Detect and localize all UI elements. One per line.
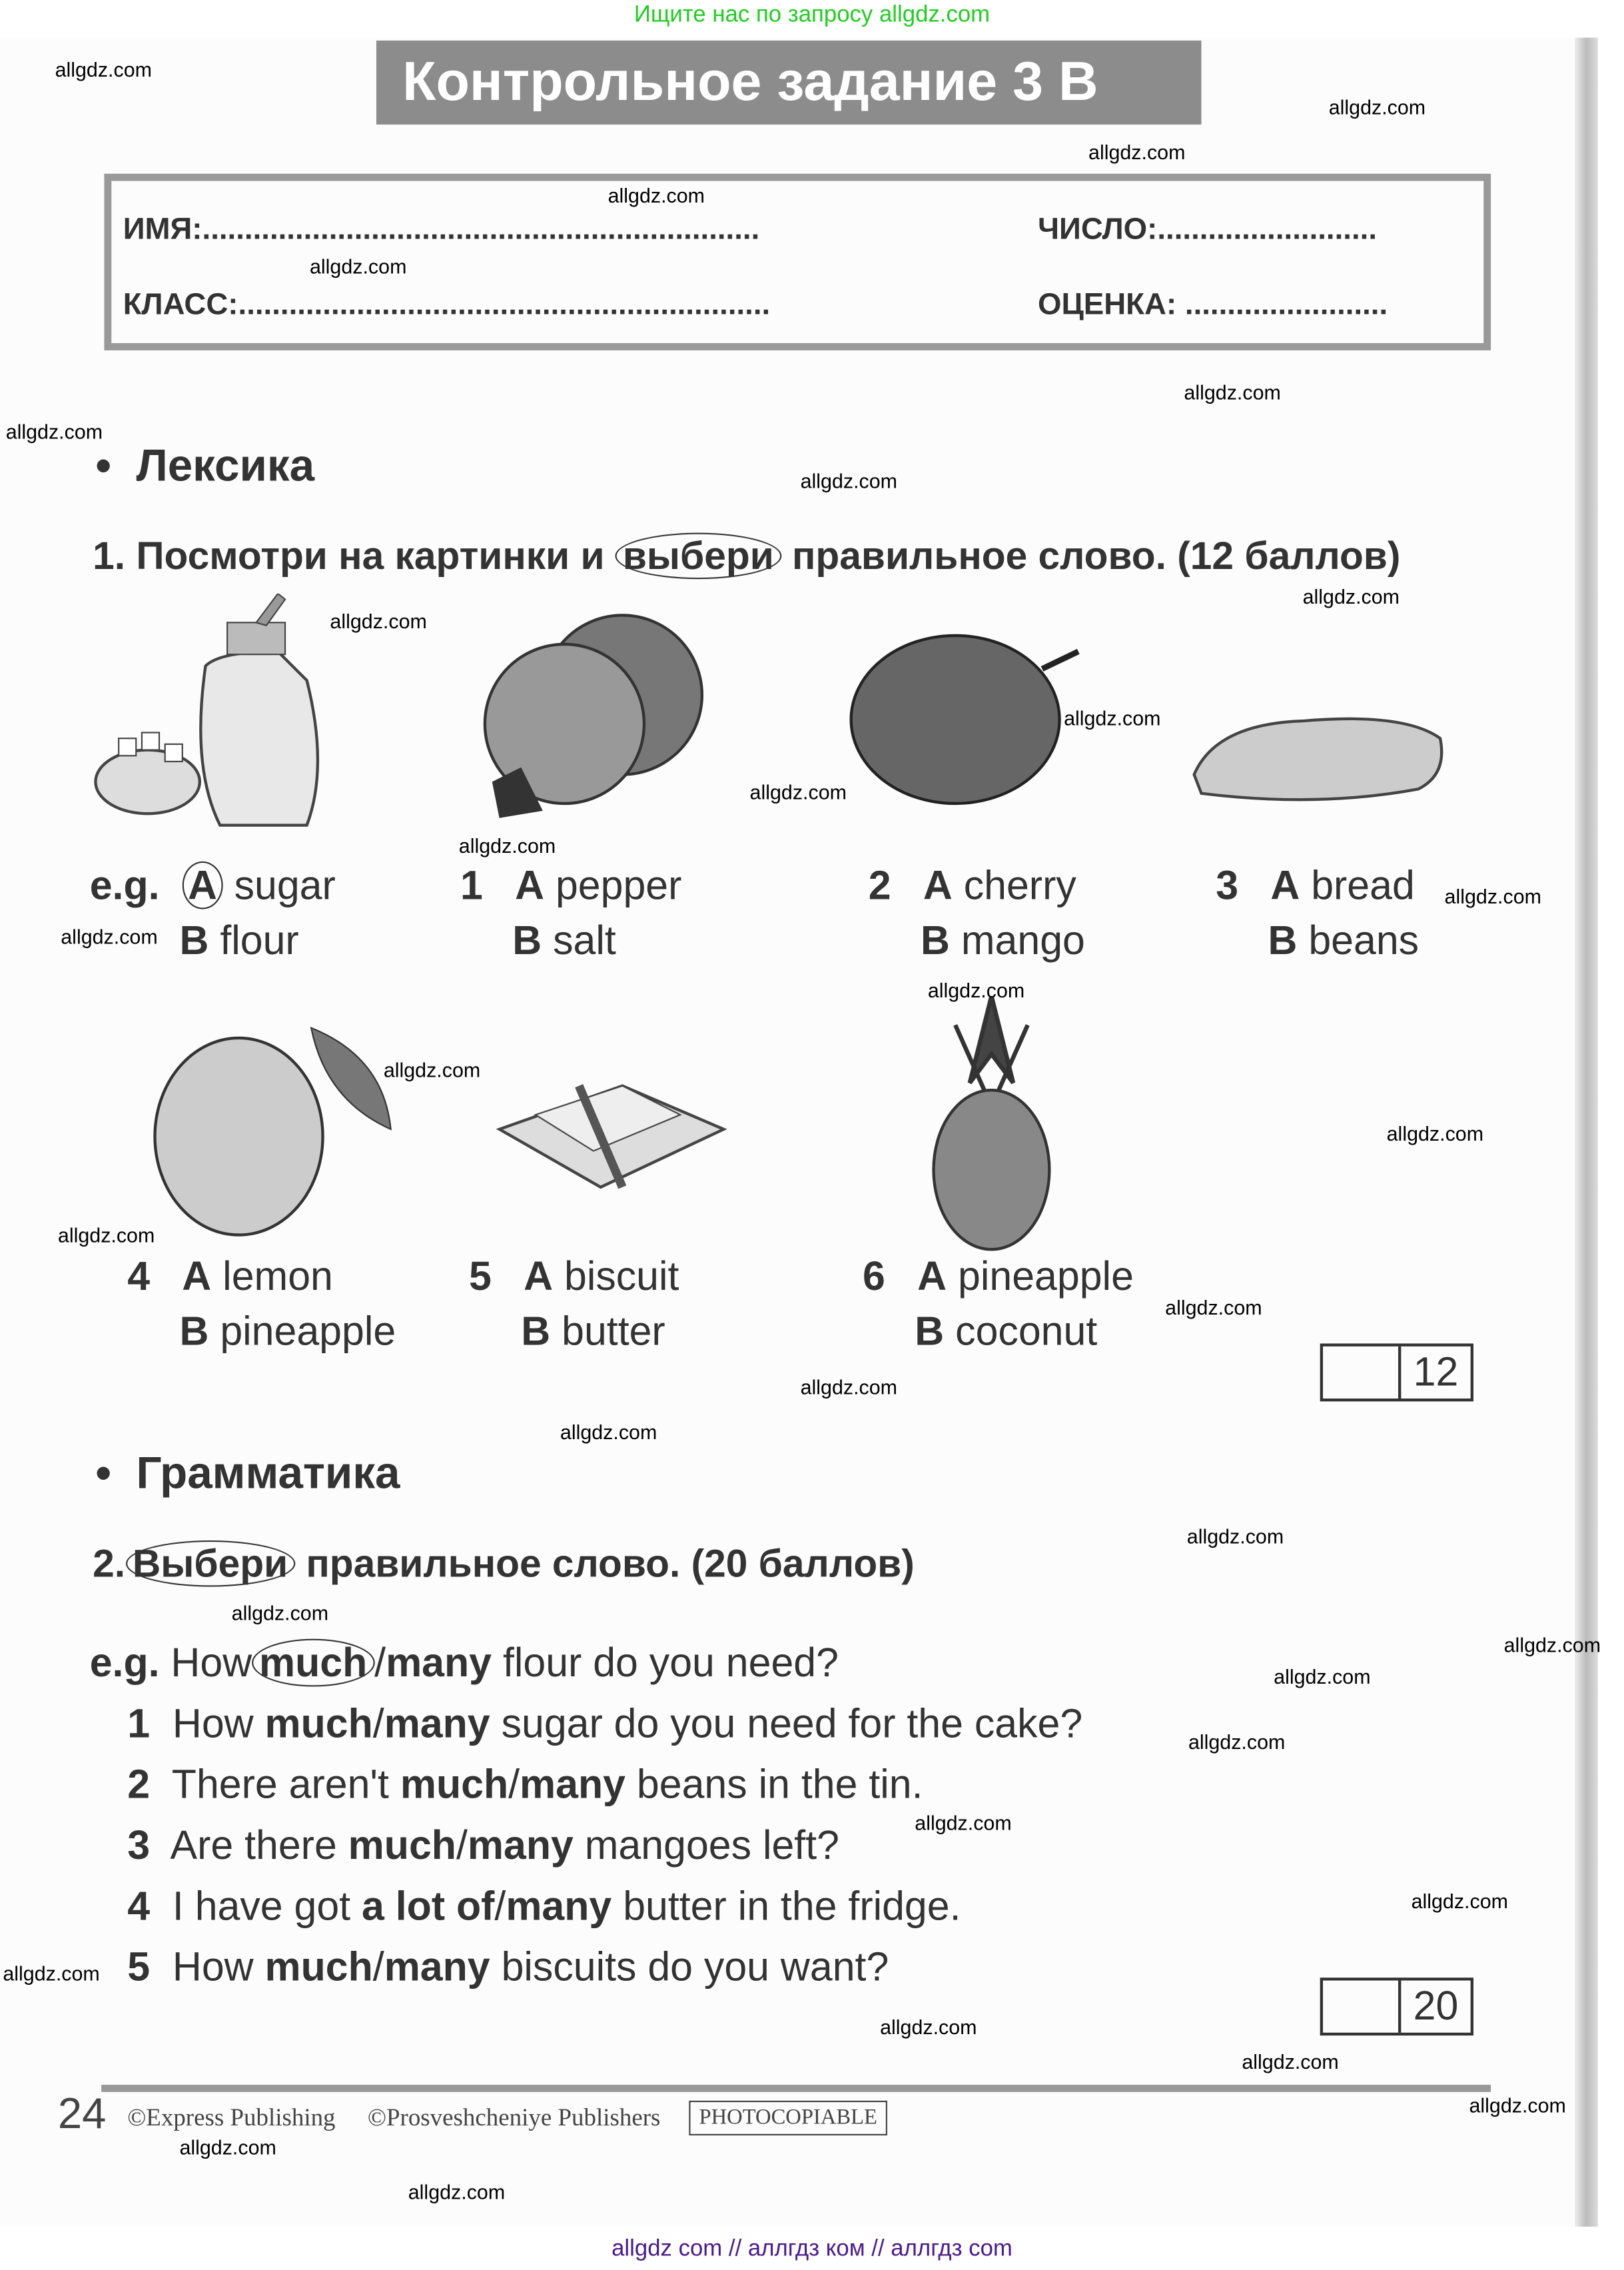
watermark: allgdz.com bbox=[1411, 1889, 1508, 1913]
grammar-item: 5 How much/many biscuits do you want? bbox=[127, 1944, 889, 1989]
option-1[interactable]: much bbox=[264, 1944, 373, 1989]
date-dots: .......................... bbox=[1157, 213, 1378, 247]
text: Are there bbox=[170, 1822, 337, 1868]
vocab-item bbox=[1216, 863, 1419, 964]
option-1[interactable]: much bbox=[264, 1701, 373, 1746]
option-b[interactable]: coconut bbox=[955, 1309, 1098, 1354]
watermark: allgdz.com bbox=[927, 978, 1025, 1002]
pineapple-picture bbox=[927, 996, 1057, 1257]
option-a-letter[interactable]: A bbox=[1270, 863, 1300, 908]
text: beans in the tin. bbox=[636, 1762, 923, 1807]
bullet: • bbox=[95, 1447, 112, 1498]
item-number: e.g. bbox=[89, 863, 160, 908]
score-box-task-1 bbox=[1320, 1343, 1473, 1401]
watermark: allgdz.com bbox=[179, 2135, 276, 2159]
grade-field[interactable] bbox=[1038, 288, 1388, 322]
watermark: allgdz.com bbox=[1444, 884, 1541, 908]
watermark: allgdz.com bbox=[1088, 140, 1186, 164]
lemon-picture bbox=[152, 1013, 398, 1245]
option-2[interactable]: many bbox=[384, 1701, 490, 1746]
option-2[interactable]: many bbox=[467, 1822, 574, 1868]
max-score: 12 bbox=[1413, 1349, 1459, 1395]
watermark: allgdz.com bbox=[1302, 584, 1400, 608]
watermark: allgdz.com bbox=[1328, 95, 1426, 119]
class-field[interactable] bbox=[123, 288, 771, 322]
watermark: allgdz.com bbox=[1184, 380, 1281, 404]
option-a[interactable]: sugar bbox=[234, 863, 336, 908]
score-blank[interactable] bbox=[1323, 1347, 1401, 1399]
text: flour do you need? bbox=[502, 1640, 839, 1686]
item-number: 5 bbox=[127, 1944, 151, 1989]
item-number: 6 bbox=[863, 1253, 885, 1299]
date-field[interactable] bbox=[1038, 213, 1377, 247]
watermark: allgdz.com bbox=[1386, 1121, 1484, 1145]
option-a[interactable]: lemon bbox=[222, 1253, 333, 1299]
item-number: 2 bbox=[127, 1762, 151, 1807]
option-a[interactable]: biscuit bbox=[564, 1253, 679, 1299]
watermark: allgdz.com bbox=[1165, 1295, 1262, 1319]
watermark: allgdz.com bbox=[57, 1223, 155, 1247]
watermark: allgdz.com bbox=[880, 2015, 977, 2039]
grade-label: ОЦЕНКА: bbox=[1037, 288, 1177, 322]
option-b[interactable]: salt bbox=[553, 917, 616, 963]
class-dots: ............................................................... bbox=[238, 288, 771, 322]
vocab-item bbox=[90, 863, 336, 964]
watermark: allgdz.com bbox=[1469, 2093, 1566, 2117]
item-number: 3 bbox=[1216, 863, 1239, 908]
option-b[interactable]: beans bbox=[1308, 917, 1420, 963]
watermark: allgdz.com bbox=[749, 780, 847, 804]
option-a[interactable]: pepper bbox=[555, 863, 682, 908]
option-a-letter[interactable]: A bbox=[524, 1253, 554, 1299]
task-1-instruction bbox=[93, 533, 1400, 580]
option-a[interactable]: bread bbox=[1311, 863, 1415, 908]
watermark: allgdz.com bbox=[383, 1058, 481, 1082]
date-label: ЧИСЛО: bbox=[1037, 213, 1158, 247]
item-number: 1 bbox=[460, 863, 483, 908]
grammar-item: 4 I have got a lot of/many butter in the fridge. bbox=[127, 1883, 961, 1929]
watermark: allgdz.com bbox=[310, 255, 407, 279]
watermark: allgdz.com bbox=[3, 1962, 100, 1986]
item-number: 5 bbox=[469, 1253, 492, 1299]
name-field[interactable] bbox=[123, 213, 760, 247]
grade-dots: ........................ bbox=[1184, 288, 1388, 322]
score-box-task-2 bbox=[1320, 1978, 1473, 2035]
grammar-item: 1 How much/many sugar do you need for the cake? bbox=[127, 1701, 1083, 1746]
item-number: 2 bbox=[868, 863, 891, 908]
task-2-instruction bbox=[93, 1540, 915, 1587]
section-title: Лексика bbox=[136, 440, 315, 491]
slash: / bbox=[374, 1640, 386, 1686]
photocopiable-badge: PHOTOCOPIABLE bbox=[689, 2101, 887, 2135]
watermark: allgdz.com bbox=[330, 609, 427, 633]
class-label: КЛАСС: bbox=[123, 288, 238, 322]
option-1[interactable]: much bbox=[348, 1822, 456, 1868]
item-number: 4 bbox=[127, 1883, 151, 1929]
option-2[interactable]: many bbox=[506, 1883, 612, 1929]
watermark: allgdz.com bbox=[458, 834, 556, 857]
option-b-letter[interactable]: B bbox=[521, 1309, 551, 1354]
watermark: allgdz.com bbox=[231, 1601, 329, 1624]
vocab-item bbox=[460, 863, 681, 964]
watermark: allgdz.com bbox=[55, 57, 152, 81]
option-a-letter[interactable]: A bbox=[182, 861, 222, 909]
bullet: • bbox=[95, 440, 112, 491]
watermark: allgdz.com bbox=[1064, 706, 1161, 730]
watermark: allgdz.com bbox=[5, 420, 103, 443]
section-title: Грамматика bbox=[136, 1447, 400, 1498]
option-b[interactable]: pineapple bbox=[220, 1309, 396, 1354]
bottom-banner[interactable]: allgdz com // аллгдз ком // аллгдз com bbox=[611, 2237, 1013, 2262]
option-1[interactable]: much bbox=[400, 1762, 509, 1807]
option-b-letter[interactable]: B bbox=[179, 1309, 209, 1354]
option-b-letter[interactable]: B bbox=[512, 917, 542, 963]
grammar-example bbox=[90, 1639, 839, 1688]
item-number: 4 bbox=[127, 1253, 151, 1299]
option-a-letter[interactable]: A bbox=[515, 863, 545, 908]
option-1[interactable]: a lot of bbox=[362, 1883, 495, 1929]
vocab-item bbox=[127, 1254, 396, 1355]
text: biscuits do you want? bbox=[501, 1944, 889, 1989]
grammar-item: 3 Are there much/many mangoes left? bbox=[127, 1822, 839, 1868]
section-vocabulary-heading bbox=[95, 440, 314, 492]
option-2[interactable]: many bbox=[520, 1762, 625, 1807]
text: sugar do you need for the cake? bbox=[501, 1701, 1083, 1746]
watermark: allgdz.com bbox=[61, 925, 158, 949]
watermark: allgdz.com bbox=[1274, 1664, 1371, 1688]
option-b-letter[interactable]: B bbox=[179, 917, 209, 963]
footer-rule bbox=[101, 2085, 1491, 2092]
page-number: 24 bbox=[57, 2090, 107, 2139]
watermark: allgdz.com bbox=[1503, 1633, 1601, 1656]
vocab-item bbox=[469, 1254, 679, 1355]
watermark: allgdz.com bbox=[1188, 1730, 1286, 1754]
option-b[interactable]: butter bbox=[562, 1309, 665, 1354]
text: How bbox=[172, 1701, 254, 1746]
option-b-letter[interactable]: B bbox=[1268, 917, 1298, 963]
text: How bbox=[172, 1944, 254, 1989]
book-spine-shadow bbox=[1575, 37, 1598, 2226]
section-grammar-heading bbox=[95, 1448, 400, 1500]
top-banner[interactable]: Ищите нас по запросу allgdz.com bbox=[633, 3, 991, 28]
option-a[interactable]: pineapple bbox=[958, 1253, 1134, 1299]
vocab-item bbox=[863, 1254, 1134, 1355]
grammar-item: 2 There aren't much/many beans in the tin. bbox=[127, 1762, 923, 1807]
circled-answer: much bbox=[252, 1639, 374, 1687]
example-label: e.g. bbox=[89, 1640, 160, 1686]
task-text: правильное слово. (12 баллов) bbox=[791, 534, 1401, 578]
watermark: allgdz.com bbox=[800, 1375, 898, 1399]
option-a-letter[interactable]: A bbox=[923, 863, 953, 908]
task-number: 2. bbox=[93, 1542, 126, 1586]
option-a-letter[interactable]: A bbox=[917, 1253, 947, 1299]
watermark: allgdz.com bbox=[1242, 2049, 1339, 2073]
text: I have got bbox=[172, 1883, 351, 1929]
circled-word: Выбери bbox=[125, 1540, 295, 1587]
sugar-bowl-picture bbox=[90, 594, 350, 840]
vocab-item bbox=[869, 863, 1085, 964]
publisher-2: ©Prosveshcheniye Publishers bbox=[367, 2103, 661, 2131]
text: butter in the fridge. bbox=[623, 1883, 961, 1929]
watermark: allgdz.com bbox=[1186, 1524, 1284, 1548]
option-2[interactable]: many bbox=[384, 1944, 490, 1989]
task-text: Посмотри на картинки и bbox=[136, 534, 605, 578]
option-a[interactable]: cherry bbox=[963, 863, 1076, 908]
option-a-letter[interactable]: A bbox=[182, 1253, 212, 1299]
option-b[interactable]: mango bbox=[961, 917, 1085, 963]
option: many bbox=[386, 1640, 492, 1686]
item-number: 1 bbox=[127, 1701, 151, 1746]
task-number: 1. bbox=[93, 534, 126, 578]
watermark: allgdz.com bbox=[408, 2180, 506, 2204]
page-title: Контрольное задание 3 B bbox=[376, 41, 1202, 125]
task-text: правильное слово. (20 баллов) bbox=[306, 1542, 915, 1586]
bread-picture bbox=[1187, 710, 1447, 811]
name-label: ИМЯ: bbox=[123, 213, 203, 247]
item-number: 3 bbox=[127, 1822, 151, 1868]
score-blank[interactable] bbox=[1323, 1981, 1401, 2033]
text: There aren't bbox=[171, 1762, 389, 1807]
text: How bbox=[171, 1640, 252, 1686]
butter-picture bbox=[492, 1042, 731, 1230]
name-dots: .................................................................. bbox=[202, 213, 760, 247]
publisher-1: ©Express Publishing bbox=[127, 2103, 336, 2131]
option-b[interactable]: flour bbox=[220, 917, 299, 963]
option-b-letter[interactable]: B bbox=[915, 1309, 945, 1354]
watermark: allgdz.com bbox=[608, 183, 705, 207]
option-b-letter[interactable]: B bbox=[920, 917, 950, 963]
text: mangoes left? bbox=[584, 1822, 839, 1868]
pepper-picture bbox=[463, 608, 709, 826]
max-score: 20 bbox=[1413, 1983, 1459, 2029]
watermark: allgdz.com bbox=[915, 1811, 1012, 1835]
circled-word: выбери bbox=[615, 533, 781, 580]
watermark: allgdz.com bbox=[560, 1420, 657, 1444]
watermark: allgdz.com bbox=[800, 469, 898, 492]
